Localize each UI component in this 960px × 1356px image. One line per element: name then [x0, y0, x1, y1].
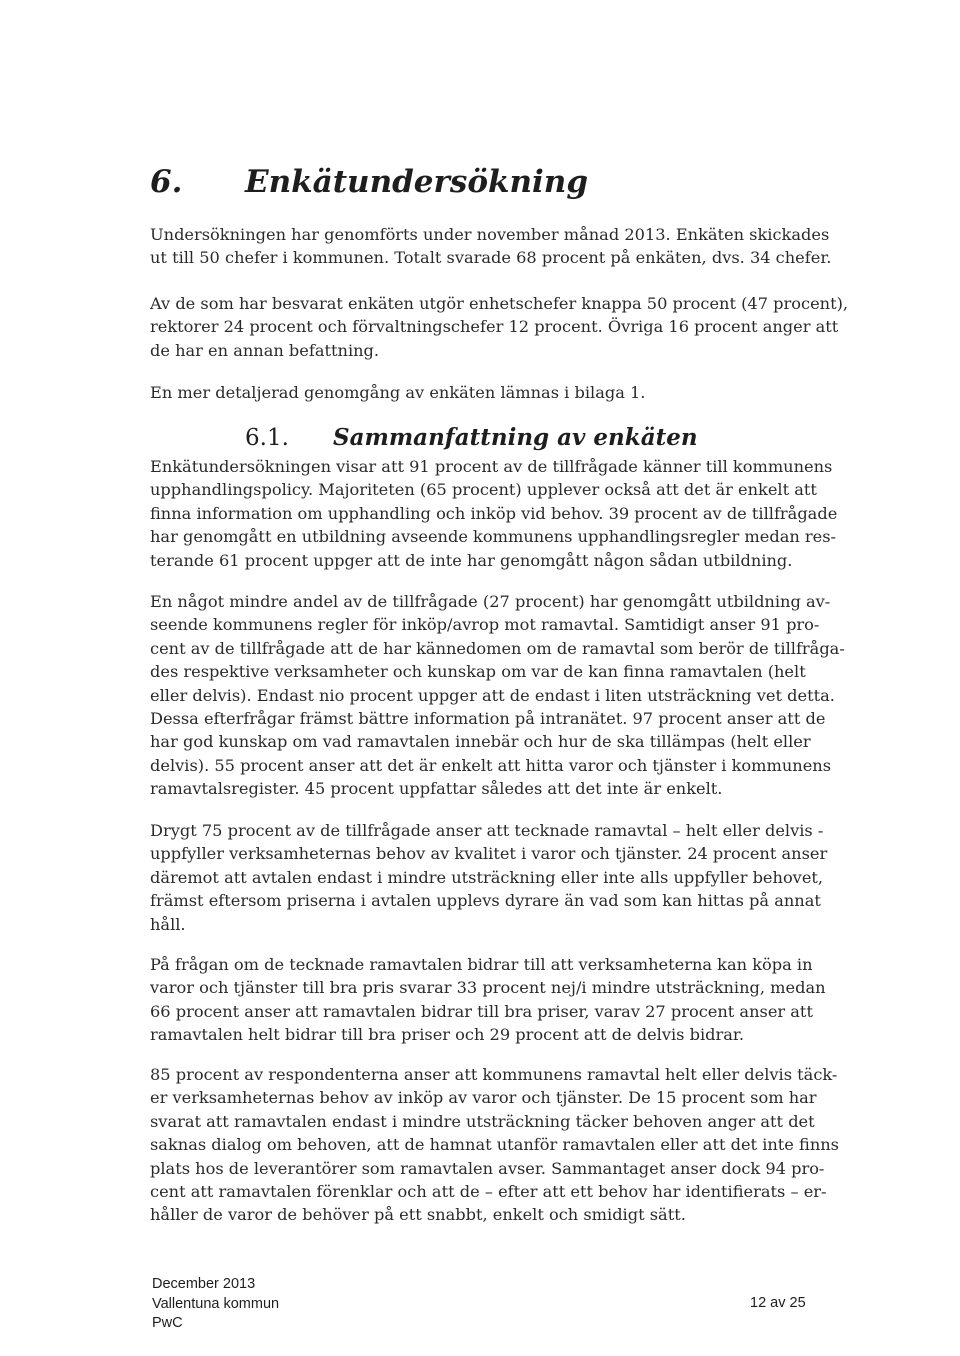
page-footer — [152, 1275, 279, 1334]
summary-paragraph-3 — [150, 819, 828, 936]
text-line: varor och tjänster till bra pris svarar 33 procent nej/i mindre utsträckning, medan — [150, 978, 826, 998]
text-line: er verksamheternas behov av inköp av varor och tjänster. De 15 procent som har — [150, 1088, 817, 1108]
summary-paragraph-1 — [150, 455, 838, 572]
text-line: ut till 50 chefer i kommunen. Totalt svarade 68 procent på enkäten, dvs. 34 chefer. — [150, 248, 832, 268]
text-line: ramavtalen helt bidrar till bra priser och 29 procent att de delvis bidrar. — [150, 1025, 745, 1045]
text-line: des respektive verksamheter och kunskap om var de kan finna ramavtalen (helt — [150, 662, 806, 682]
page-number: 12 av 25 — [750, 1295, 806, 1311]
subsection-number: 6.1. — [245, 425, 289, 451]
text-line: håll. — [150, 914, 186, 934]
section-number: 6. — [150, 164, 183, 200]
text-line: upphandlingspolicy. Majoriteten (65 procent) upplever också att det är enkelt att — [150, 480, 817, 500]
text-line: de har en annan befattning. — [150, 340, 380, 360]
text-line: finna information om upphandling och inköp vid behov. 39 procent av de tillfrågade — [150, 503, 838, 523]
intro-paragraph — [150, 223, 832, 270]
text-line: ramavtalsregister. 45 procent uppfattar således att det inte är enkelt. — [150, 779, 723, 799]
text-line: främst eftersom priserna i avtalen upplevs dyrare än vad som kan hittas på annat — [150, 891, 821, 911]
text-line: På frågan om de tecknade ramavtalen bidrar till att verksamheterna kan köpa in — [150, 955, 813, 974]
text-line: rektorer 24 procent och förvaltningschefer 12 procent. Övriga 16 procent anger att — [150, 317, 839, 337]
text-line: Enkätundersökningen visar att 91 procent av de tillfrågade känner till kommunens — [150, 457, 833, 476]
text-line: plats hos de leverantörer som ramavtalen avser. Sammantaget anser dock 94 pro- — [150, 1158, 825, 1178]
summary-paragraph-4 — [150, 953, 826, 1047]
text-line: 85 procent av respondenterna anser att kommunens ramavtal helt eller delvis täck- — [150, 1065, 838, 1084]
text-line: cent att ramavtalen förenklar och att de – efter att ett behov har identifierats – er- — [150, 1182, 827, 1202]
text-line: Av de som har besvarat enkäten utgör enhetschefer knappa 50 procent (47 procent), — [150, 294, 849, 313]
footer-author: PwC — [152, 1315, 183, 1331]
text-line: En mer detaljerad genomgång av enkäten lämnas i bilaga 1. — [150, 383, 646, 402]
text-line: håller de varor de behöver på ett snabbt, enkelt och smidigt sätt. — [150, 1205, 686, 1225]
text-line: seende kommunens regler för inköp/avrop mot ramavtal. Samtidigt anser 91 pro- — [150, 615, 820, 635]
footer-organization: Vallentuna kommun — [152, 1295, 280, 1312]
section-title: Enkätundersökning — [245, 164, 588, 200]
details-note-paragraph — [150, 381, 810, 404]
text-line: delvis). 55 procent anser att det är enkelt att hitta varor och tjänster i kommunens — [150, 755, 832, 775]
respondents-paragraph — [150, 292, 849, 362]
text-line: har genomgått en utbildning avseende kommunens upphandlingsregler medan res- — [150, 527, 837, 547]
text-line: Dessa efterfrågar främst bättre information på intranätet. 97 procent anser att de — [150, 709, 826, 729]
text-line: däremot att avtalen endast i mindre utsträckning eller inte alls uppfyller behovet, — [150, 867, 824, 887]
text-line: Undersökningen har genomförts under november månad 2013. Enkäten skickades — [150, 225, 830, 244]
text-line: 66 procent anser att ramavtalen bidrar till bra priser, varav 27 procent anser att — [150, 1001, 813, 1021]
text-line: saknas dialog om behoven, att de hamnat utanför ramavtalen eller att det inte finns — [150, 1135, 839, 1155]
section-heading — [150, 164, 588, 200]
text-line: cent av de tillfrågade att de har kännedomen om de ramavtal som berör de tillfråga- — [150, 638, 845, 658]
subsection-title: Sammanfattning av enkäten — [333, 424, 698, 451]
text-line: eller delvis). Endast nio procent uppger att de endast i liten utsträckning vet detta. — [150, 685, 835, 705]
text-line: terande 61 procent uppger att de inte har genomgått någon sådan utbildning. — [150, 550, 793, 570]
summary-paragraph-5 — [150, 1063, 839, 1227]
summary-paragraph-2 — [150, 590, 845, 801]
footer-date: December 2013 — [152, 1276, 256, 1292]
subsection-heading — [245, 424, 698, 451]
text-line: uppfyller verksamheternas behov av kvalitet i varor och tjänster. 24 procent anser — [150, 844, 828, 864]
text-line: En något mindre andel av de tillfrågade (27 procent) har genomgått utbildning av- — [150, 592, 831, 611]
text-line: Drygt 75 procent av de tillfrågade anser att tecknade ramavtal – helt eller delvis - — [150, 821, 824, 840]
text-line: svarat att ramavtalen endast i mindre utsträckning täcker behoven anger att det — [150, 1111, 815, 1131]
text-line: har god kunskap om vad ramavtalen innebär och hur de ska tillämpas (helt eller — [150, 732, 811, 752]
